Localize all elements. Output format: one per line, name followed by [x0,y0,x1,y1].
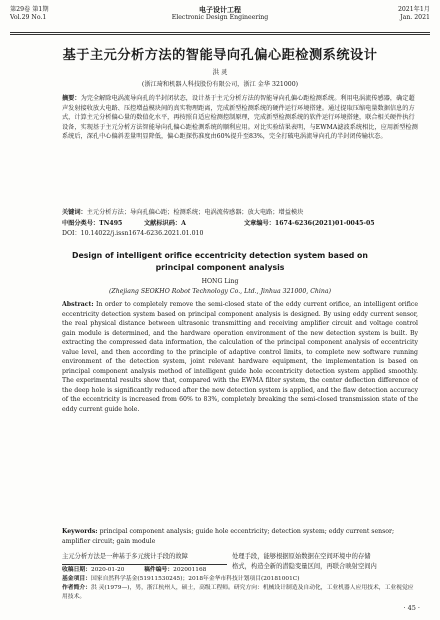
classification-row [62,219,418,229]
fund-label: 基金项目： [62,576,91,582]
manuscript-label: 稿件编号： [144,567,174,573]
journal-name [130,6,310,22]
author-en: HONG Ling [201,278,239,285]
page-number: · 45 · [403,604,420,612]
volume-en: Vol.29 No.1 [10,14,47,21]
abstract-cn [62,94,418,207]
abstract-label-en: Abstract: [62,301,94,308]
keywords-en [62,527,418,546]
document-code: 文献标识码：A [144,220,186,227]
header-rule [10,32,430,33]
received-date: 2020-01-20 [91,567,125,573]
body-right-line-1: 处理手段，能够根据原始数据在空间环境中的存储 [232,553,371,560]
author-cn: 洪 灵 [212,68,228,76]
journal-name-cn: 电子设计工程 [199,5,241,14]
clc-number: 中图分类号：TN495 [62,220,123,227]
keywords-text-en: principal component analysis; guide hole eccentricity; detection system; eddy current sensor; amplifier circuit; gain module [62,528,395,545]
affiliation-en: (Zhejiang SEOKHO Robot Technology Co., Ltd., Jinhua 321000, China) [109,288,331,295]
keywords-text-cn: 主元分析方法；导向孔偏心距；检测系统；电涡流传感器；放大电路；增益模块 [86,209,304,216]
received-label: 收稿日期： [62,567,91,573]
header-rule-thin [10,34,430,35]
keywords-label-cn: 关键词： [62,209,87,216]
issue-date [350,6,430,22]
footnote-fund [62,575,418,584]
affiliation-cn: (浙江琦和机器人科技股份有限公司，浙江 金华 321000) [141,81,299,88]
article-number: 文章编号：1674-6236(2021)01-0045-05 [244,220,375,227]
keywords-label-en: Keywords: [62,528,98,535]
body-left-line: 主元分析方法是一种基于多元统计手段的故障 [62,553,188,560]
footnote-author-bio [62,584,418,602]
abstract-label-cn: 摘要： [62,95,81,102]
abstract-text-en: In order to completely remove the semi-closed state of the eddy current orifice, an intelligent orifice eccentricity detection system based on principal component analysis is designed. By using eddy current sensor, the real physical distance between ultrasonic transmitting and receiving amplifier circuit and voltage control gain module is determined, and the hardware operation environment of the new detection system is built. By extracting the compressed data information, the calculation of the principal component analysis of eccentricity value level, and then according to the principle of adaptive control limits, to complete new software running environment of the detection system, joint relevant hardware equipment, the implementation is based on principal component analysis method of intelligent guide hole eccentricity detection system applied smoothly. The experimental results show that, compared with the EWMA filter system, the center deflection difference of the deep hole is significantly reduced after the new detection system is applied, and the flaw detection accuracy of the eccentricity is increased from 60% to 83%, completely breaking the semi-closed transmission state of the eddy current guide hole. [62,301,418,414]
body-right-line-2: 格式，构造全新的潜隐变量区间，再联合映射空间内 [232,563,377,570]
journal-name-en: Electronic Design Engineering [171,14,269,21]
abstract-text-cn: 为完全解除电涡流导向孔的半封闭状态，设计基于主元分析方法的智能导向孔偏心距检测系统。利用电涡流传感器，确定超声发射接收放大电路、压控增益模块间的真实物理距离，完成新型检测系统的硬件运行环境搭建。通过提取压缩电量数据信息的方式，计算主元分析偏心量的数值化水平，再按照自适应检测控制原理，完成新型检测系统的软件运行环境搭建，联合相关硬件执行设备，实现基于主元分析方法智能导向孔偏心距检测系统的顺利应用。对比实验结果表明，与EWMA滤波系统相比，应用新型检测系统后，深孔中心偏斜差量明显降低，偏心距探伤准度由60%提升至83%，完全打破电涡流导向孔的半封闭传输状态。 [62,95,418,141]
bio-label: 作者简介： [62,585,91,591]
footnote-rule [62,564,227,565]
issue-date-en: Jan. 2021 [400,14,430,21]
volume-cn: 第29卷 第1期 [10,6,49,13]
volume-info [10,6,100,22]
body-column-left [62,552,227,562]
abstract-en [62,300,418,526]
keywords-cn [62,208,418,218]
manuscript-number: 202001168 [173,567,207,573]
bio-text: 洪 灵(1979—)，男，浙江杭州人，硕士，高级工程师。研究方向：机械设计制造及自动化，工业机器人应用技术，工业视觉应用技术。 [62,585,414,600]
paper-title-en: Design of intelligent orifice eccentricity detection system based on principal component analysis [72,251,368,272]
footnote-dates [62,566,418,575]
paper-title-cn: 基于主元分析方法的智能导向孔偏心距检测系统设计 [62,48,378,63]
issue-date-cn: 2021年1月 [397,6,430,13]
fund-text: 国家自然科学基金(51911530245)；2018年金华市科技计划项目(20181001C) [91,576,300,582]
doi: DOI：10.14022/j.issn1674-6236.2021.01.010 [62,230,204,237]
